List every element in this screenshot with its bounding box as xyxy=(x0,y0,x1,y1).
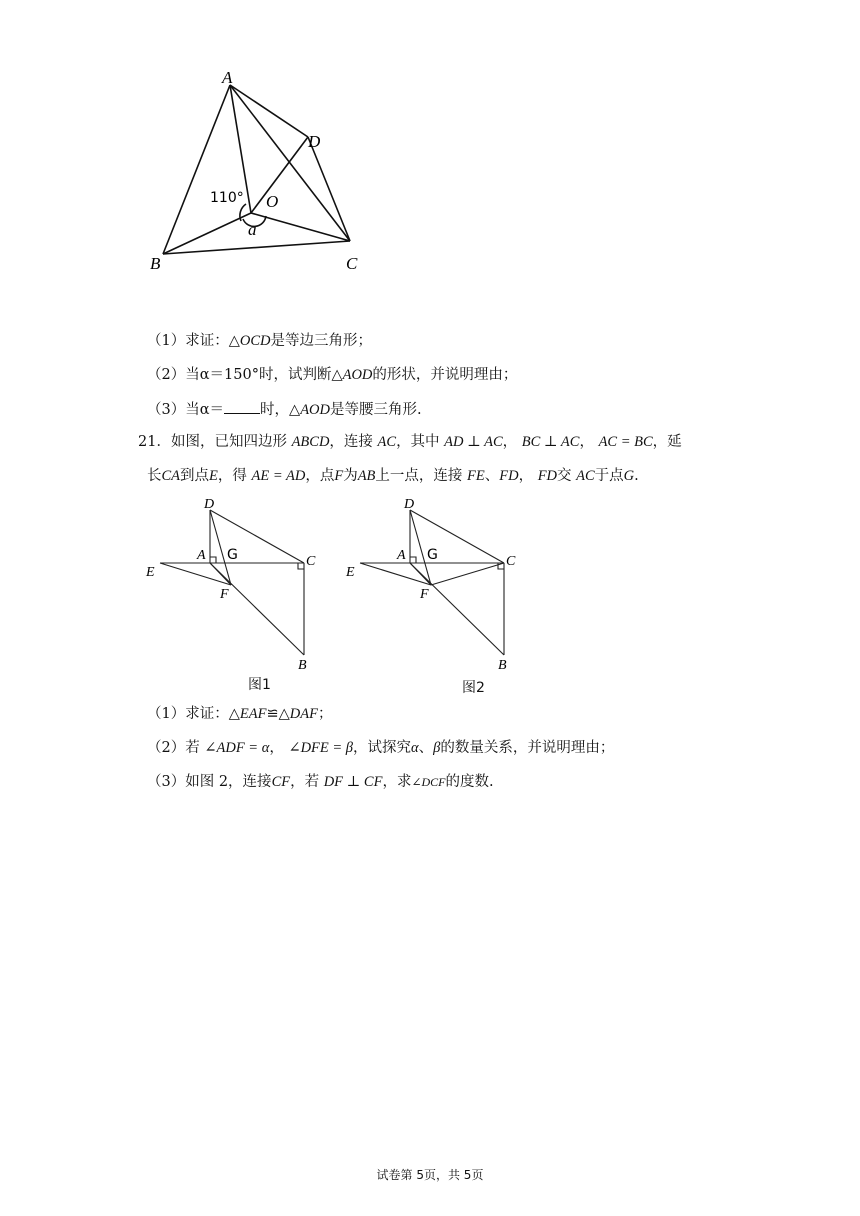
page-footer: 试卷第 5页，共 5页 xyxy=(376,1168,484,1182)
q21-part2: （2）若 ∠ADF = α， ∠DFE = β，试探究α、β的数量关系，并说明理由； xyxy=(147,740,615,756)
fig2-label-G: G xyxy=(427,547,438,563)
fig1-label-G: G xyxy=(227,547,238,563)
q21-stem-line1: 21．如图，已知四边形 ABCD，连接 AC，其中 AD ⊥ AC， BC ⊥ AC， AC = BC，延 xyxy=(138,434,682,450)
q21-stem-line2: 长CA到点E，得 AE = AD，点F为AB上一点，连接 FE、FD， FD交 AC于点G. xyxy=(147,468,639,484)
q20-part3: （3）当α＝ 时，△AOD是等腰三角形. xyxy=(147,399,422,420)
fig1-label-F: F xyxy=(220,587,229,602)
label-O: O xyxy=(266,192,279,211)
label-D: D xyxy=(308,132,321,151)
figure-2-caption: 图2 xyxy=(462,680,485,696)
fig2-label-E: E xyxy=(346,565,355,580)
fig1-label-D: D xyxy=(204,497,215,512)
q21-part1: （1）求证：△EAF≌△DAF； xyxy=(147,706,333,722)
quadrilateral-figure-q20 xyxy=(140,65,400,280)
q21-part3: （3）如图 2，连接CF，若 DF ⊥ CF，求∠DCF的度数. xyxy=(147,774,494,790)
fig1-label-E: E xyxy=(146,565,155,580)
fig1-label-B: B xyxy=(298,658,307,673)
figure-1-caption: 图1 xyxy=(248,677,271,693)
label-C: C xyxy=(346,254,358,273)
label-B: B xyxy=(150,254,161,273)
fig1-label-C: C xyxy=(306,554,316,569)
angle-110-label: 110° xyxy=(210,190,244,206)
fig2-label-B: B xyxy=(498,658,507,673)
q20-part2: （2）当α＝150°时，试判断△AOD的形状，并说明理由； xyxy=(147,367,518,383)
angle-alpha-label: a xyxy=(248,220,257,239)
q21-figure-2 xyxy=(340,492,525,677)
q20-part1: （1）求证：△OCD是等边三角形； xyxy=(147,333,373,349)
label-A: A xyxy=(222,68,233,87)
fig1-label-A: A xyxy=(197,548,206,563)
q21-figure-1 xyxy=(140,492,325,677)
fig2-label-C: C xyxy=(506,554,516,569)
fig2-label-D: D xyxy=(404,497,415,512)
fig2-label-F: F xyxy=(420,587,429,602)
answer-blank[interactable] xyxy=(224,399,260,414)
fig2-label-A: A xyxy=(397,548,406,563)
